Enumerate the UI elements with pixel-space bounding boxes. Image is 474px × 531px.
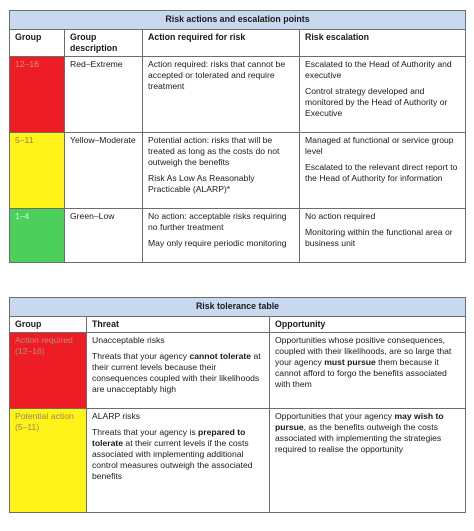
- action-text: No action: acceptable risks requiring no further treatment: [148, 211, 287, 232]
- col-header-escalation: Risk escalation: [300, 30, 466, 57]
- table-row: [10, 133, 466, 209]
- col-header-group: Group: [10, 30, 65, 57]
- escalation-text: Escalated to the relevant direct report to the Head of Authority for information: [305, 162, 458, 183]
- table-row: [10, 333, 466, 409]
- opportunity-cell: [270, 333, 466, 409]
- group-description: Yellow–Moderate: [65, 133, 143, 209]
- threat-text: [92, 351, 264, 395]
- table-row: [10, 209, 466, 263]
- opportunity-text-start: Opportunities whose positive consequences, coupled with their likelihoods, are so large that your agency: [275, 335, 452, 367]
- col-header-opportunity: Opportunity: [270, 317, 466, 333]
- action-text: Action required: risks that cannot be accepted or tolerated and require treatment: [148, 59, 286, 91]
- opportunity-text-start: Opportunities that your agency: [275, 411, 395, 421]
- tolerance-table: [9, 297, 466, 513]
- action-text: May only require periodic monitoring: [148, 238, 287, 248]
- threat-text-end: at their current levels if the costs associated with implementing additional control measures outweigh the associated benefits: [92, 438, 253, 481]
- escalation-cell: [300, 133, 466, 209]
- threat-text-end: at their current levels because their consequences coupled with their likelihoods are unacceptably high: [92, 351, 261, 394]
- col-header-group: Group: [10, 317, 87, 333]
- opportunity-text: [275, 411, 460, 455]
- escalation-text: Managed at functional or service group level: [305, 135, 454, 156]
- action-text: Potential action: risks that will be treated as long as the costs do not outweigh the benefits: [148, 135, 280, 167]
- group-cell-yellow: Potential action (5–11): [10, 409, 87, 513]
- threat-text: [92, 427, 264, 482]
- escalation-cell: [300, 209, 466, 263]
- threat-title: Unacceptable risks: [92, 335, 165, 345]
- action-text: Risk As Low As Reasonably Practicable (ALARP)*: [148, 173, 255, 194]
- escalation-cell: [300, 57, 466, 133]
- escalation-table: [9, 10, 466, 263]
- threat-emphasis: cannot tolerate: [189, 351, 252, 361]
- action-cell: [143, 57, 300, 133]
- threat-emphasis: prepared to tolerate: [92, 427, 246, 448]
- col-header-threat: Threat: [87, 317, 270, 333]
- opportunity-text-end: , as the benefits outweigh the costs associated with implementing the strategies required to realise the opportunity: [275, 422, 442, 454]
- escalation-table-title: Risk actions and escalation points: [10, 11, 466, 30]
- group-description: Red–Extreme: [65, 57, 143, 133]
- opportunity-text: [275, 335, 460, 390]
- escalation-text: No action required: [305, 211, 376, 221]
- action-cell: [143, 209, 300, 263]
- group-cell-red: Action required (12–16): [10, 333, 87, 409]
- threat-text-start: Threats that your agency is: [92, 427, 199, 437]
- threat-cell: [87, 333, 270, 409]
- threat-cell: [87, 409, 270, 513]
- action-cell: [143, 133, 300, 209]
- col-header-group-description: Group description: [65, 30, 143, 57]
- threat-text-start: Threats that your agency: [92, 351, 190, 361]
- group-description: Green–Low: [65, 209, 143, 263]
- table-row: [10, 409, 466, 513]
- group-cell-red: 12–16: [10, 57, 65, 133]
- group-cell-green: 1–4: [10, 209, 65, 263]
- opportunity-text-end: them because it cannot afford to forgo the benefits associated with them: [275, 357, 447, 389]
- threat-title: ALARP risks: [92, 411, 141, 421]
- opportunity-emphasis: may wish to pursue: [275, 411, 444, 432]
- opportunity-cell: [270, 409, 466, 513]
- table-row: [10, 57, 466, 133]
- opportunity-emphasis: must pursue: [324, 357, 376, 367]
- col-header-action: Action required for risk: [143, 30, 300, 57]
- group-cell-yellow: 5–11: [10, 133, 65, 209]
- tolerance-table-title: Risk tolerance table: [10, 298, 466, 317]
- escalation-text: Control strategy developed and monitored by the Head of Authority or Executive: [305, 86, 448, 118]
- escalation-text: Monitoring within the functional area or business unit: [305, 227, 453, 248]
- escalation-text: Escalated to the Head of Authority and executive: [305, 59, 452, 80]
